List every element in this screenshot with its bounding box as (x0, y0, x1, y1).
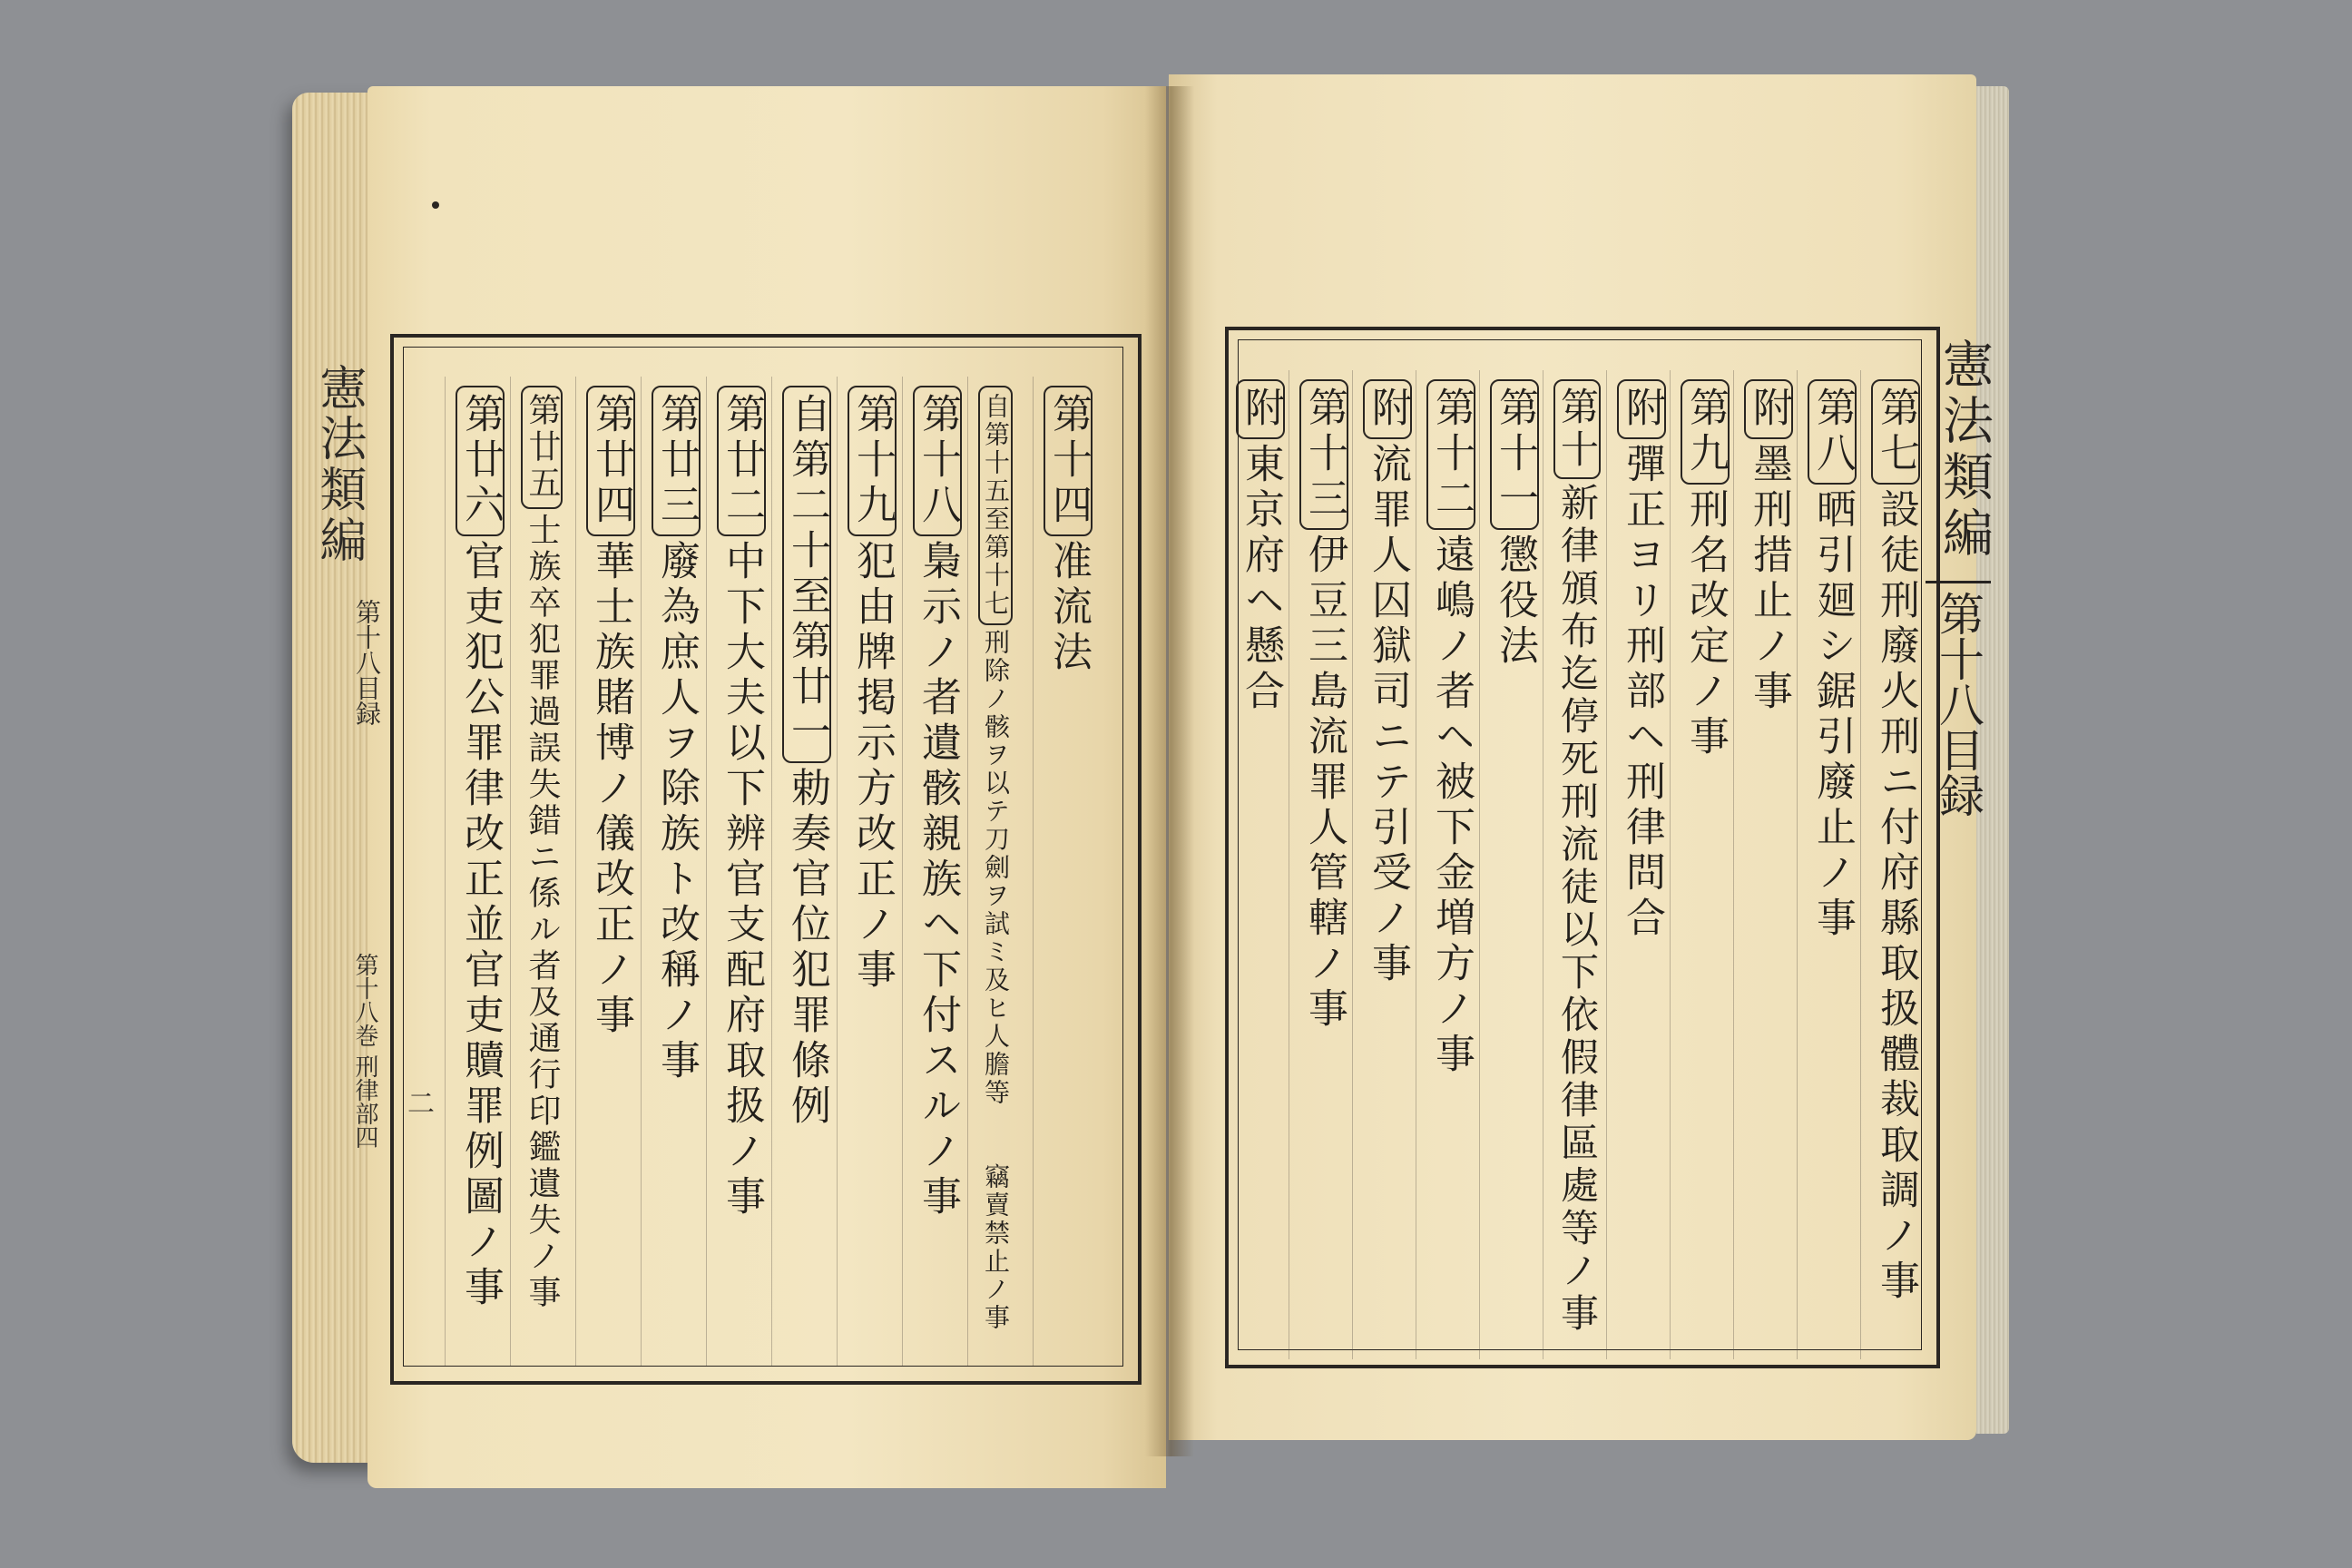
left-column (717, 386, 766, 1220)
left-entry-title: 士族卒犯罪過誤失錯ニ係ル者及通行印鑑遺失ノ事 (524, 513, 561, 1311)
ink-spot (432, 201, 439, 209)
left-entry-number: 第廿四 (586, 386, 635, 536)
left-column (978, 386, 1013, 1332)
right-column-rule (1670, 370, 1671, 1359)
left-column (782, 386, 831, 1130)
left-column-rule (510, 377, 511, 1366)
right-column (1808, 379, 1857, 942)
right-column-rule (1733, 370, 1734, 1359)
left-column (913, 386, 962, 1220)
right-column (1363, 379, 1412, 987)
right-entry-title: 彈正ヨリ刑部ヘ刑律問合 (1619, 443, 1665, 942)
right-entry-title: 伊豆三島流罪人管轄ノ事 (1301, 534, 1348, 1033)
right-entry-number: 第十一 (1490, 379, 1539, 530)
right-entry-number: 附 (1744, 379, 1793, 439)
spine-footnote: 第十八巻 刑律部四 (351, 953, 378, 1150)
spine-volume: 第十八目録 (352, 599, 382, 726)
right-column-rule (1606, 370, 1607, 1359)
left-column-rule (641, 377, 642, 1366)
left-entry-number: 第十九 (848, 386, 897, 536)
right-entry-title: 流罪人囚獄司ニテ引受ノ事 (1365, 443, 1411, 987)
right-entry-title: 晒引廻シ鋸引廢止ノ事 (1809, 488, 1856, 942)
right-column-rule (1797, 370, 1798, 1359)
right-entry-number: 第十三 (1299, 379, 1348, 530)
left-entry-title: 准流法 (1045, 540, 1092, 676)
right-entry-title: 設徒刑廢火刑ニ付府縣取扱體裁取調ノ事 (1873, 488, 1919, 1305)
left-column (848, 386, 897, 994)
right-column-rule (1860, 370, 1861, 1359)
right-entry-title: 東京府ヘ懸合 (1238, 443, 1284, 715)
right-entry-number: 第九 (1681, 379, 1730, 485)
right-column-rule (1479, 370, 1480, 1359)
right-entry-title: 墨刑措止ノ事 (1746, 443, 1792, 715)
right-page-header-title: 憲法類編 (1935, 338, 1994, 563)
right-column (1426, 379, 1475, 1078)
right-column-rule (1543, 370, 1544, 1359)
left-column-rule (837, 377, 838, 1366)
right-entry-title: 遠嶋ノ者ヘ被下金増方ノ事 (1428, 534, 1475, 1078)
right-column-rule (1352, 370, 1353, 1359)
left-column-rule (967, 377, 968, 1366)
left-entry-title: 華士族賭博ノ儀改正ノ事 (588, 540, 634, 1039)
left-entry-title: 勅奏官位犯罪條例 (784, 767, 830, 1130)
left-column (1044, 386, 1093, 676)
left-entry-title: 中下大夫以下辨官支配府取扱ノ事 (719, 540, 765, 1220)
right-column (1681, 379, 1730, 760)
right-entry-title: 刑名改定ノ事 (1682, 488, 1729, 760)
left-column-rule (575, 377, 576, 1366)
right-page-header-subtitle: 第十八目録 (1926, 581, 1991, 818)
left-entry-number: 自第二十至第廿一 (782, 386, 831, 763)
right-entry-number: 第十 (1553, 379, 1601, 479)
right-entry-number: 第八 (1808, 379, 1857, 485)
left-entry-number: 第廿五 (521, 386, 563, 509)
right-column (1871, 379, 1920, 1305)
left-entry-title: 刑除ノ骸ヲ以テ刀劍ヲ試ミ及ヒ人膽等 竊賣禁止ノ事 (981, 629, 1011, 1332)
right-entry-title: 懲役法 (1492, 534, 1538, 670)
left-column (521, 386, 563, 1311)
right-entry-title: 新律頒布迄停死刑流徒以下依假律區處等ノ事 (1555, 483, 1600, 1336)
left-entry-title: 官吏犯公罪律改正並官吏贖罪例圖ノ事 (457, 540, 504, 1311)
left-entry-number: 第廿二 (717, 386, 766, 536)
left-entry-number: 第十四 (1044, 386, 1093, 536)
spine-title: 憲法類編 (311, 363, 366, 566)
right-entry-number: 附 (1617, 379, 1666, 439)
left-column (652, 386, 701, 1084)
right-entry-number: 第七 (1871, 379, 1920, 485)
right-entry-number: 第十二 (1426, 379, 1475, 530)
left-column-rule (771, 377, 772, 1366)
left-entry-number: 第十八 (913, 386, 962, 536)
spine-gutter (1145, 86, 1194, 1456)
right-column (1236, 379, 1285, 715)
left-entry-number: 第廿三 (652, 386, 701, 536)
right-entry-number: 附 (1363, 379, 1412, 439)
right-entry-number: 附 (1236, 379, 1285, 439)
page-number: 二 (402, 1089, 434, 1116)
left-column (586, 386, 635, 1039)
left-entry-title: 梟示ノ者遺骸親族ヘ下付スルノ事 (915, 540, 961, 1220)
left-entry-number: 自第十五至第十七 (978, 386, 1013, 625)
right-column (1490, 379, 1539, 670)
left-entry-title: 犯由牌掲示方改正ノ事 (849, 540, 896, 994)
right-column (1553, 379, 1601, 1336)
right-column (1299, 379, 1348, 1033)
left-entry-title: 廢為庶人ヲ除族ト改稱ノ事 (653, 540, 700, 1084)
left-entry-number: 第廿六 (456, 386, 505, 536)
left-column-rule (706, 377, 707, 1366)
left-column-rule (902, 377, 903, 1366)
right-column (1617, 379, 1666, 942)
left-column-rule (445, 377, 446, 1366)
right-column (1744, 379, 1793, 715)
left-column (456, 386, 505, 1311)
right-column-rule (1225, 370, 1226, 1359)
left-column-rule (1033, 377, 1034, 1366)
